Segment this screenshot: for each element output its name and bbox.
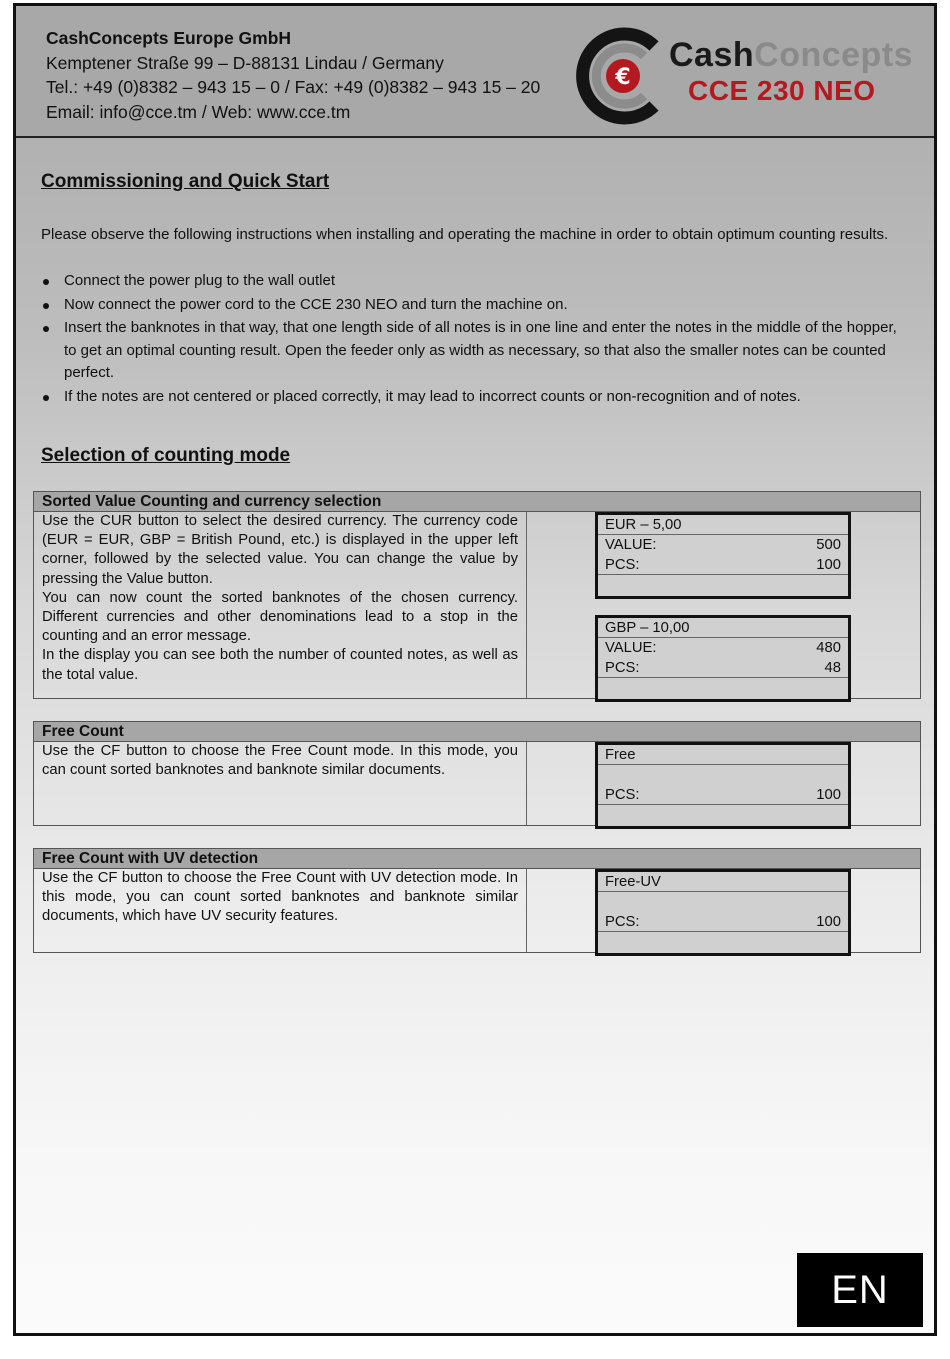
company-name: CashConcepts Europe GmbH (46, 28, 292, 48)
display-pcs-row: PCS: 100 (598, 785, 848, 805)
list-item: Now connect the power cord to the CCE 230 NEO and turn the machine on. (41, 294, 911, 317)
bullet-icon (43, 279, 49, 285)
logo-brand-text: CashConcepts (669, 36, 914, 74)
display-gbp (595, 615, 851, 702)
sorted-value-description: Use the CUR button to select the desired currency. The currency code (EUR = EUR, GBP = British Pound, etc.) is displayed in the upper left corner, followed by the selected value. You can change the value by pressing the Value button. You can now count the sorted banknotes of the chosen currency. Different currencies and other denominations lead to a stop in the counting and an error message. In the display you can see both the number of counted notes, as well as the total value. (34, 512, 527, 698)
free-count-uv-heading: Free Count with UV detection (34, 849, 920, 869)
logo-model-text: CCE 230 NEO (688, 75, 876, 106)
display-empty-row (598, 892, 848, 912)
display-free-uv (595, 869, 851, 956)
display-title: Free-UV (598, 872, 848, 892)
page-frame (13, 3, 937, 1336)
company-phone-fax: Tel.: +49 (0)8382 – 943 15 – 0 / Fax: +49 (0)8382 – 943 15 – 20 (46, 77, 541, 97)
company-address: Kemptener Straße 99 – D-88131 Lindau / Germany (46, 52, 444, 73)
free-count-uv-description: Use the CF button to choose the Free Count with UV detection mode. In this mode, you can count sorted banknotes and banknote similar documents, which have UV security features. (34, 869, 527, 952)
logo-c-emblem-icon (576, 26, 666, 126)
free-count-uv-section (33, 848, 921, 953)
list-item: Insert the banknotes in that way, that one length side of all notes is in one line and enter the notes in the middle of the hopper, to get an optimal counting result. Open the feeder only as width as necessary, so that also the smaller notes can be counted perfect. (41, 317, 911, 385)
display-blank-row (598, 932, 848, 953)
display-title: Free (598, 745, 848, 765)
company-email-web: Email: info@cce.tm / Web: www.cce.tm (46, 101, 351, 122)
counting-mode-title: Selection of counting mode (41, 445, 291, 466)
cashconcepts-logo (576, 26, 921, 126)
sorted-value-section (33, 491, 921, 699)
display-value-row: VALUE: 480 (605, 640, 841, 656)
company-info (46, 26, 540, 124)
display-eur (595, 512, 851, 599)
display-free (595, 742, 851, 829)
display-blank-row (598, 805, 848, 826)
bullet-icon (43, 395, 49, 401)
display-pcs-row: PCS: 100 (598, 912, 848, 932)
quick-start-title: Commissioning and Quick Start (41, 171, 330, 192)
free-count-section (33, 721, 921, 826)
display-empty-row (598, 765, 848, 785)
display-title: EUR – 5,00 (598, 515, 848, 535)
quick-start-intro: Please observe the following instructions when installing and operating the machine in order to obtain optimum counting results. (41, 226, 889, 243)
language-badge: EN (797, 1253, 923, 1327)
display-value-row: VALUE: 500 (605, 537, 841, 553)
euro-symbol: € (615, 65, 631, 90)
display-pcs-row: PCS: 100 (598, 555, 848, 575)
bullet-icon (43, 303, 49, 309)
bullet-icon (43, 326, 49, 332)
list-item: If the notes are not centered or placed correctly, it may lead to incorrect counts or non-recognition and of notes. (41, 386, 911, 409)
display-blank-row (598, 575, 848, 596)
sorted-value-heading: Sorted Value Counting and currency selection (34, 492, 920, 512)
display-pcs-row: PCS: 48 (598, 658, 848, 678)
quick-start-list (41, 270, 911, 409)
display-blank-row (598, 678, 848, 699)
display-title: GBP – 10,00 (598, 618, 848, 638)
free-count-heading: Free Count (34, 722, 920, 742)
free-count-description: Use the CF button to choose the Free Count mode. In this mode, you can count sorted banknotes and banknote similar documents. (34, 742, 527, 825)
header (16, 6, 934, 138)
list-item: Connect the power plug to the wall outlet (41, 270, 911, 293)
